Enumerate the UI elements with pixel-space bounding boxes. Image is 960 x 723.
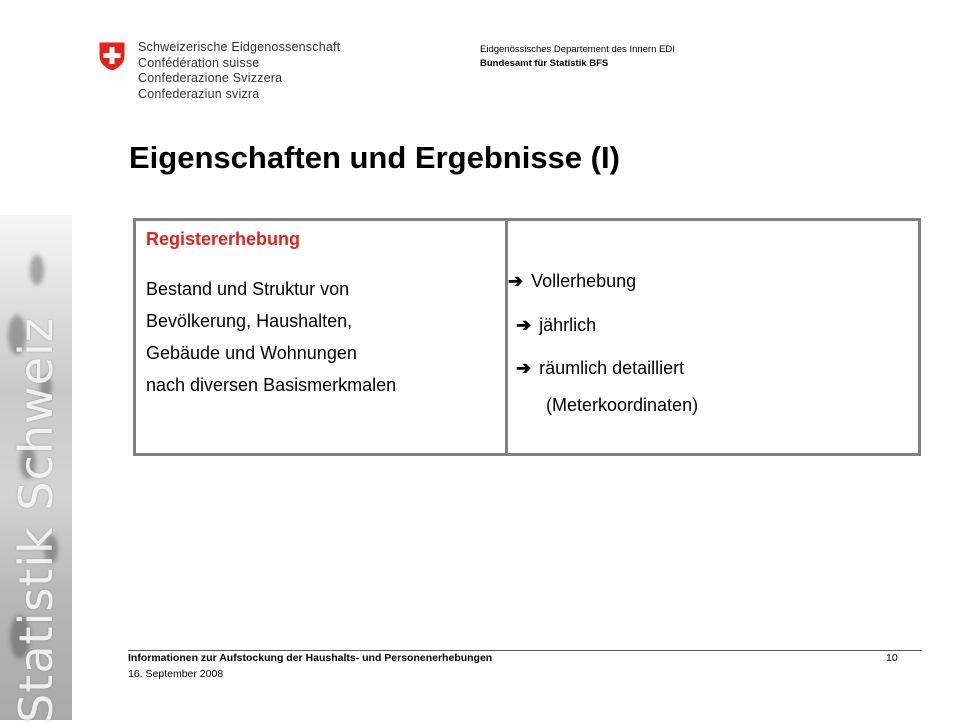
table-cell-left (136, 221, 508, 453)
description-line: Bevölkerung, Haushalten, (146, 311, 353, 331)
table-heading: Registererhebung (146, 229, 301, 249)
bullet-label: jährlich (539, 315, 597, 335)
description-line: Bestand und Struktur von (146, 279, 350, 299)
department-block (480, 43, 675, 71)
confederation-name-de: Schweizerische Eidgenossenschaft (138, 40, 341, 54)
confederation-name-fr: Confédération suisse (138, 55, 260, 70)
bullet-continuation: (Meterkoordinaten) (546, 395, 699, 415)
content-table (133, 218, 921, 456)
confederation-name-rm: Confederaziun svizra (138, 86, 260, 101)
description-line: nach diversen Basismerkmalen (146, 375, 397, 395)
confederation-names (138, 40, 340, 102)
slide-title: Eigenschaften und Ergebnisse (I) (129, 140, 620, 175)
department-name: Eidgenössisches Departement des Innern EDI (480, 44, 675, 55)
swiss-cross-shield-icon (96, 40, 128, 72)
sidebar-brand-text: Statistik Schweiz (9, 317, 63, 723)
office-name: Bundesamt für Statistik BFS (480, 58, 609, 69)
footer-title: Informationen zur Aufstockung der Haushalts- und Personenerhebungen (128, 652, 493, 664)
table-cell-right (508, 221, 918, 453)
right-arrow-icon: ➔ (516, 358, 532, 378)
footer-divider (128, 650, 922, 651)
footer-date: 16. September 2008 (128, 668, 224, 680)
bullet-label: räumlich detailliert (539, 358, 685, 378)
bullet-item (508, 271, 636, 292)
bullet-label: Vollerhebung (531, 271, 637, 291)
page-number: 10 (886, 652, 898, 664)
right-arrow-icon: ➔ (508, 271, 524, 291)
bullet-item (516, 315, 596, 336)
right-arrow-icon: ➔ (516, 315, 532, 335)
table-description (146, 273, 396, 401)
confederation-name-it: Confederazione Svizzera (138, 71, 283, 85)
bullet-item (516, 358, 684, 379)
description-line: Gebäude und Wohnungen (146, 343, 357, 363)
